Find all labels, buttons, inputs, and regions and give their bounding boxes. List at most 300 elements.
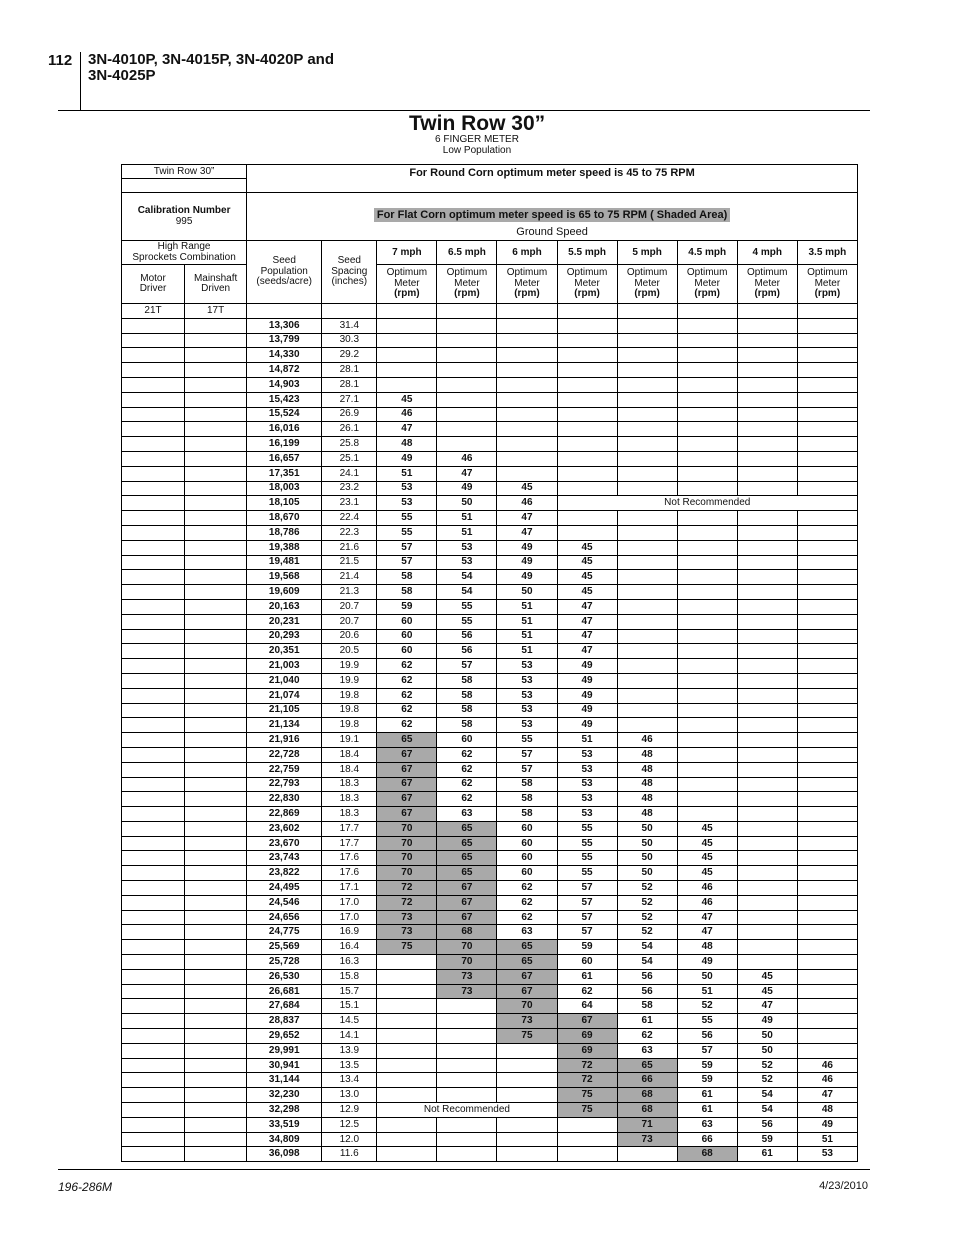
speed-header: 5 mph (617, 241, 677, 265)
seed-population-cell: 22,759 (247, 762, 322, 777)
meter-label-line: Meter (574, 277, 600, 289)
meter-rpm-cell: 62 (437, 792, 497, 807)
meter-rpm-cell: 54 (437, 570, 497, 585)
blank-cell (122, 703, 185, 718)
blank-cell (185, 599, 247, 614)
seed-population-cell: 24,495 (247, 881, 322, 896)
meter-rpm-cell (797, 392, 857, 407)
blank-cell (122, 511, 185, 526)
seed-spacing-cell: 17.6 (322, 851, 377, 866)
mainshaft-driven-value: 17T (185, 304, 247, 319)
seed-spacing-cell: 12.9 (322, 1103, 377, 1118)
seed-spacing-cell: 23.1 (322, 496, 377, 511)
meter-rpm-cell (437, 1043, 497, 1058)
meter-rpm-cell: 57 (557, 881, 617, 896)
blank-cell (185, 881, 247, 896)
meter-rpm-cell: 57 (377, 555, 437, 570)
meter-rpm-cell: 52 (617, 925, 677, 940)
meter-rpm-cell: 73 (617, 1132, 677, 1147)
blank-cell (185, 511, 247, 526)
meter-rpm-cell: 63 (437, 807, 497, 822)
table-row (122, 644, 858, 659)
meter-rpm-cell (557, 466, 617, 481)
meter-rpm-cell: 59 (677, 1058, 737, 1073)
meter-rpm-cell (617, 1147, 677, 1162)
meter-rpm-cell (617, 644, 677, 659)
meter-label-line: (rpm) (634, 288, 660, 300)
seed-spacing-cell: 28.1 (322, 377, 377, 392)
meter-rpm-cell: 61 (617, 1014, 677, 1029)
meter-rpm-cell: 46 (377, 407, 437, 422)
meter-rpm-cell: 67 (497, 984, 557, 999)
table-row (122, 762, 858, 777)
meter-rpm-cell: 60 (437, 733, 497, 748)
meter-rpm-cell (797, 629, 857, 644)
table-row (122, 925, 858, 940)
meter-label-line: Optimum (566, 267, 608, 279)
calibration-label: Calibration Number (137, 205, 231, 216)
blank-cell (122, 659, 185, 674)
blank-cell (122, 836, 185, 851)
blank-cell (122, 1014, 185, 1029)
meter-rpm-cell: 53 (497, 688, 557, 703)
meter-rpm-cell: 49 (557, 673, 617, 688)
meter-rpm-cell: 51 (797, 1132, 857, 1147)
table-row (122, 836, 858, 851)
meter-rpm-cell: 51 (377, 466, 437, 481)
meter-rpm-cell (677, 703, 737, 718)
blank-cell (185, 318, 247, 333)
blank-cell (122, 718, 185, 733)
seed-spacing-cell: 28.1 (322, 363, 377, 378)
seed-population-cell: 32,298 (247, 1103, 322, 1118)
meter-rpm-cell (797, 377, 857, 392)
population-type: Low Population (442, 145, 512, 156)
seed-population-cell: 21,916 (247, 733, 322, 748)
table-row (122, 614, 858, 629)
meter-rpm-cell: 58 (497, 777, 557, 792)
meter-rpm-cell (617, 481, 677, 496)
meter-rpm-cell: 57 (557, 925, 617, 940)
meter-rpm-cell (797, 555, 857, 570)
blank-cell (122, 422, 185, 437)
motor-line-1: Motor (140, 272, 166, 284)
meter-rpm-cell (737, 925, 797, 940)
meter-rpm-cell: 56 (617, 984, 677, 999)
blank-cell (185, 407, 247, 422)
meter-rpm-cell: 47 (557, 629, 617, 644)
meter-rpm-cell: 60 (377, 644, 437, 659)
meter-rpm-cell: 70 (437, 955, 497, 970)
meter-rpm-cell (677, 629, 737, 644)
meter-rpm-cell (677, 688, 737, 703)
optimum-meter-header (677, 265, 737, 304)
meter-rpm-cell: 56 (737, 1117, 797, 1132)
meter-rpm-cell (797, 895, 857, 910)
meter-rpm-cell (617, 348, 677, 363)
meter-rpm-cell: 65 (437, 821, 497, 836)
flat-corn-note: For Flat Corn optimum meter speed is 65 to 75 RPM ( Shaded Area) (374, 208, 730, 222)
seed-population-cell: 25,728 (247, 955, 322, 970)
table-row (122, 437, 858, 452)
meter-rpm-cell: 46 (617, 733, 677, 748)
meter-rpm-cell: 45 (557, 585, 617, 600)
blank-cell (122, 969, 185, 984)
model-title (88, 52, 334, 84)
meter-rpm-cell (677, 422, 737, 437)
not-recommended-note: Not Recommended (377, 1103, 557, 1118)
seed-population-cell: 33,519 (247, 1117, 322, 1132)
meter-rpm-cell (797, 407, 857, 422)
meter-rpm-cell: 49 (497, 540, 557, 555)
table-row (122, 525, 858, 540)
meter-rpm-cell (737, 836, 797, 851)
table-row (122, 511, 858, 526)
meter-rpm-cell (737, 377, 797, 392)
seed-population-cell: 20,163 (247, 599, 322, 614)
table-row (122, 540, 858, 555)
meter-rpm-cell (377, 999, 437, 1014)
meter-label-line: Optimum (506, 267, 548, 279)
blank-cell (185, 1014, 247, 1029)
table-row (122, 363, 858, 378)
meter-rpm-cell (437, 377, 497, 392)
speed-header: 3.5 mph (797, 241, 857, 265)
meter-rpm-cell (797, 910, 857, 925)
seed-spacing-cell: 18.4 (322, 762, 377, 777)
meter-rpm-cell (797, 866, 857, 881)
blank-cell (185, 570, 247, 585)
table-row (122, 555, 858, 570)
meter-rpm-cell: 53 (437, 540, 497, 555)
blank-cell (185, 821, 247, 836)
meter-rpm-cell (797, 348, 857, 363)
meter-rpm-cell: 73 (497, 1014, 557, 1029)
seed-spacing-cell: 19.8 (322, 718, 377, 733)
meter-rpm-cell: 62 (377, 688, 437, 703)
seed-population-cell: 18,670 (247, 511, 322, 526)
meter-rpm-cell: 65 (437, 866, 497, 881)
blank-cell (185, 673, 247, 688)
meter-rpm-cell: 71 (617, 1117, 677, 1132)
blank-cell (122, 881, 185, 896)
meter-rpm-cell: 49 (557, 659, 617, 674)
meter-rpm-cell: 47 (737, 999, 797, 1014)
meter-rpm-cell: 53 (557, 762, 617, 777)
seed-population-cell: 19,481 (247, 555, 322, 570)
meter-rpm-cell (677, 777, 737, 792)
meter-rpm-cell: 58 (497, 792, 557, 807)
meter-rpm-cell (737, 673, 797, 688)
meter-rpm-cell: 51 (497, 629, 557, 644)
seed-population-cell: 20,293 (247, 629, 322, 644)
meter-rpm-cell (377, 969, 437, 984)
meter-rpm-cell: 60 (377, 629, 437, 644)
seed-population-cell: 25,569 (247, 940, 322, 955)
seed-population-cell: 20,351 (247, 644, 322, 659)
meter-rpm-cell (497, 1073, 557, 1088)
meter-rpm-cell (437, 1014, 497, 1029)
meter-rpm-cell (737, 792, 797, 807)
blank-cell (185, 377, 247, 392)
meter-rpm-cell: 47 (557, 644, 617, 659)
meter-rpm-cell: 61 (677, 1103, 737, 1118)
sprocket-label-2: Sprockets Combination (132, 251, 236, 263)
meter-rpm-cell (737, 910, 797, 925)
blank-cell (185, 644, 247, 659)
meter-rpm-cell: 53 (557, 792, 617, 807)
meter-rpm-cell (797, 1014, 857, 1029)
meter-rpm-cell: 48 (617, 777, 677, 792)
meter-rpm-cell (797, 940, 857, 955)
meter-rpm-cell: 46 (437, 451, 497, 466)
meter-rpm-cell (437, 1088, 497, 1103)
meter-label-line: Optimum (807, 267, 848, 279)
meter-rpm-cell: 65 (617, 1058, 677, 1073)
meter-rpm-cell (617, 407, 677, 422)
meter-rpm-cell: 57 (377, 540, 437, 555)
blank-cell (185, 836, 247, 851)
seed-population-cell: 13,799 (247, 333, 322, 348)
seed-population-cell: 24,775 (247, 925, 322, 940)
meter-rpm-cell (557, 525, 617, 540)
meter-rpm-cell: 48 (617, 792, 677, 807)
seed-spacing-cell: 27.1 (322, 392, 377, 407)
seed-spacing-cell: 18.3 (322, 777, 377, 792)
meter-rpm-cell (377, 955, 437, 970)
meter-rpm-cell (617, 525, 677, 540)
meter-rpm-cell (557, 392, 617, 407)
meter-rpm-cell (677, 585, 737, 600)
meter-rpm-cell: 65 (497, 940, 557, 955)
meter-rpm-cell (797, 585, 857, 600)
meter-rpm-cell (797, 659, 857, 674)
blank-cell (185, 496, 247, 511)
seed-population-cell: 21,074 (247, 688, 322, 703)
header-divider (80, 52, 81, 110)
seed-sp-line-2: Spacing (331, 265, 368, 277)
meter-rpm-cell: 46 (797, 1058, 857, 1073)
seed-population-cell: 21,040 (247, 673, 322, 688)
meter-rpm-cell (557, 1117, 617, 1132)
blank-cell (185, 940, 247, 955)
meter-rpm-cell: 53 (497, 673, 557, 688)
blank-cell (122, 1103, 185, 1118)
meter-rpm-cell: 62 (617, 1029, 677, 1044)
meter-rpm-cell (617, 363, 677, 378)
meter-rpm-cell: 62 (377, 703, 437, 718)
meter-label-line: Meter (814, 277, 841, 289)
table-row (122, 585, 858, 600)
blank-cell (122, 614, 185, 629)
meter-rpm-cell: 65 (377, 733, 437, 748)
seed-sp-line-3: (inches) (331, 276, 368, 288)
meter-rpm-cell (677, 333, 737, 348)
meter-rpm-cell (677, 466, 737, 481)
meter-rpm-cell: 73 (437, 969, 497, 984)
table-row (122, 733, 858, 748)
meter-rpm-cell: 46 (497, 496, 557, 511)
table-row (122, 777, 858, 792)
seed-population-cell: 15,524 (247, 407, 322, 422)
optimum-meter-header (797, 265, 857, 304)
meter-rpm-cell: 75 (497, 1029, 557, 1044)
meter-rpm-cell (737, 777, 797, 792)
blank-cell (122, 1058, 185, 1073)
meter-rpm-cell: 61 (737, 1147, 797, 1162)
meter-rpm-cell: 62 (497, 910, 557, 925)
meter-rpm-cell (437, 318, 497, 333)
not-recommended-note: Not Recommended (557, 496, 857, 511)
table-row (122, 318, 858, 333)
meter-rpm-cell (497, 466, 557, 481)
table-row (122, 407, 858, 422)
meter-rpm-cell (737, 451, 797, 466)
meter-rpm-cell: 60 (497, 836, 557, 851)
sprocket-row (122, 304, 858, 319)
meter-label-line: Optimum (746, 267, 788, 279)
blank-cell (185, 733, 247, 748)
meter-rpm-cell (557, 511, 617, 526)
meter-rpm-cell (737, 570, 797, 585)
table-row (122, 451, 858, 466)
mainshaft-line-1: Mainshaft (193, 272, 238, 284)
meter-rpm-cell (617, 599, 677, 614)
meter-rpm-cell: 47 (797, 1088, 857, 1103)
blank-cell (122, 807, 185, 822)
meter-rpm-cell: 65 (497, 955, 557, 970)
meter-rpm-cell (497, 1043, 557, 1058)
seed-population-cell: 19,568 (247, 570, 322, 585)
meter-rpm-cell (737, 392, 797, 407)
seed-population-cell: 36,098 (247, 1147, 322, 1162)
meter-rpm-cell (797, 437, 857, 452)
meter-rpm-cell (497, 1132, 557, 1147)
seed-population-cell: 22,793 (247, 777, 322, 792)
seed-spacing-cell: 21.3 (322, 585, 377, 600)
meter-rpm-cell: 48 (677, 940, 737, 955)
meter-rpm-cell (617, 673, 677, 688)
seed-spacing-cell: 19.8 (322, 688, 377, 703)
meter-rpm-cell (677, 555, 737, 570)
meter-rpm-cell: 51 (497, 599, 557, 614)
meter-rpm-cell: 59 (377, 599, 437, 614)
seed-spacing-cell: 13.5 (322, 1058, 377, 1073)
meter-rpm-cell (377, 333, 437, 348)
blank-cell (185, 481, 247, 496)
meter-rpm-cell: 50 (737, 1029, 797, 1044)
meter-rpm-cell (737, 866, 797, 881)
meter-label-line: (rpm) (514, 288, 540, 300)
seed-spacing-cell: 14.1 (322, 1029, 377, 1044)
meter-rpm-cell (737, 762, 797, 777)
meter-rpm-cell: 49 (497, 570, 557, 585)
meter-rpm-cell: 70 (497, 999, 557, 1014)
seed-population-cell: 23,822 (247, 866, 322, 881)
blank-cell (122, 570, 185, 585)
meter-rpm-cell: 67 (437, 881, 497, 896)
corner-label: Twin Row 30” (122, 165, 247, 179)
meter-rpm-cell (497, 1058, 557, 1073)
meter-rpm-cell (557, 348, 617, 363)
meter-rpm-cell (437, 1073, 497, 1088)
meter-rpm-cell: 55 (497, 733, 557, 748)
blank-cell (122, 762, 185, 777)
blank-cell (122, 1117, 185, 1132)
seed-population-cell: 21,003 (247, 659, 322, 674)
meter-rpm-cell (737, 703, 797, 718)
table-row (122, 1103, 858, 1118)
meter-rpm-cell (737, 940, 797, 955)
meter-rpm-cell (797, 363, 857, 378)
table-row (122, 1014, 858, 1029)
seed-spacing-cell: 11.6 (322, 1147, 377, 1162)
meter-rpm-cell (617, 333, 677, 348)
blank-cell (122, 407, 185, 422)
meter-label-line: (rpm) (694, 288, 720, 300)
meter-rpm-cell: 51 (437, 525, 497, 540)
meter-rpm-cell (377, 377, 437, 392)
meter-rpm-cell: 58 (437, 718, 497, 733)
meter-rpm-cell (677, 392, 737, 407)
seed-spacing-cell: 22.3 (322, 525, 377, 540)
meter-rpm-cell (797, 984, 857, 999)
meter-rpm-cell: 58 (377, 585, 437, 600)
blank-cell (185, 703, 247, 718)
seed-population-cell: 16,016 (247, 422, 322, 437)
table-row (122, 851, 858, 866)
meter-rpm-cell: 48 (617, 747, 677, 762)
meter-rpm-cell (677, 525, 737, 540)
meter-rpm-cell: 45 (497, 481, 557, 496)
meter-rpm-cell: 70 (377, 836, 437, 851)
meter-rpm-cell: 48 (617, 807, 677, 822)
seed-population-cell: 18,786 (247, 525, 322, 540)
meter-rpm-cell (677, 451, 737, 466)
seed-population-cell: 21,105 (247, 703, 322, 718)
meter-rpm-cell: 52 (617, 910, 677, 925)
meter-rpm-cell (617, 318, 677, 333)
meter-rpm-cell (677, 659, 737, 674)
meter-rpm-cell (737, 644, 797, 659)
seed-population-cell: 15,423 (247, 392, 322, 407)
meter-rpm-cell: 49 (557, 688, 617, 703)
meter-rpm-cell (437, 1029, 497, 1044)
meter-rpm-cell: 47 (437, 466, 497, 481)
speed-header: 4 mph (737, 241, 797, 265)
seed-population-cell: 29,991 (247, 1043, 322, 1058)
blank-cell (122, 1043, 185, 1058)
blank-cell (122, 955, 185, 970)
meter-rpm-cell: 51 (557, 733, 617, 748)
meter-rpm-cell (497, 451, 557, 466)
meter-rpm-cell (737, 955, 797, 970)
seed-spacing-cell: 20.7 (322, 614, 377, 629)
meter-rpm-cell: 73 (377, 925, 437, 940)
meter-rpm-cell: 63 (497, 925, 557, 940)
meter-label-line: Meter (634, 277, 660, 289)
optimum-meter-header (557, 265, 617, 304)
meter-rpm-cell: 51 (497, 614, 557, 629)
blank-cell (122, 925, 185, 940)
meter-rpm-cell (557, 451, 617, 466)
mainshaft-line-2: Driven (201, 283, 231, 294)
blank-cell (122, 437, 185, 452)
meter-rpm-cell: 46 (677, 895, 737, 910)
meter-rpm-cell (797, 540, 857, 555)
meter-rpm-cell (797, 614, 857, 629)
meter-rpm-cell: 68 (617, 1088, 677, 1103)
